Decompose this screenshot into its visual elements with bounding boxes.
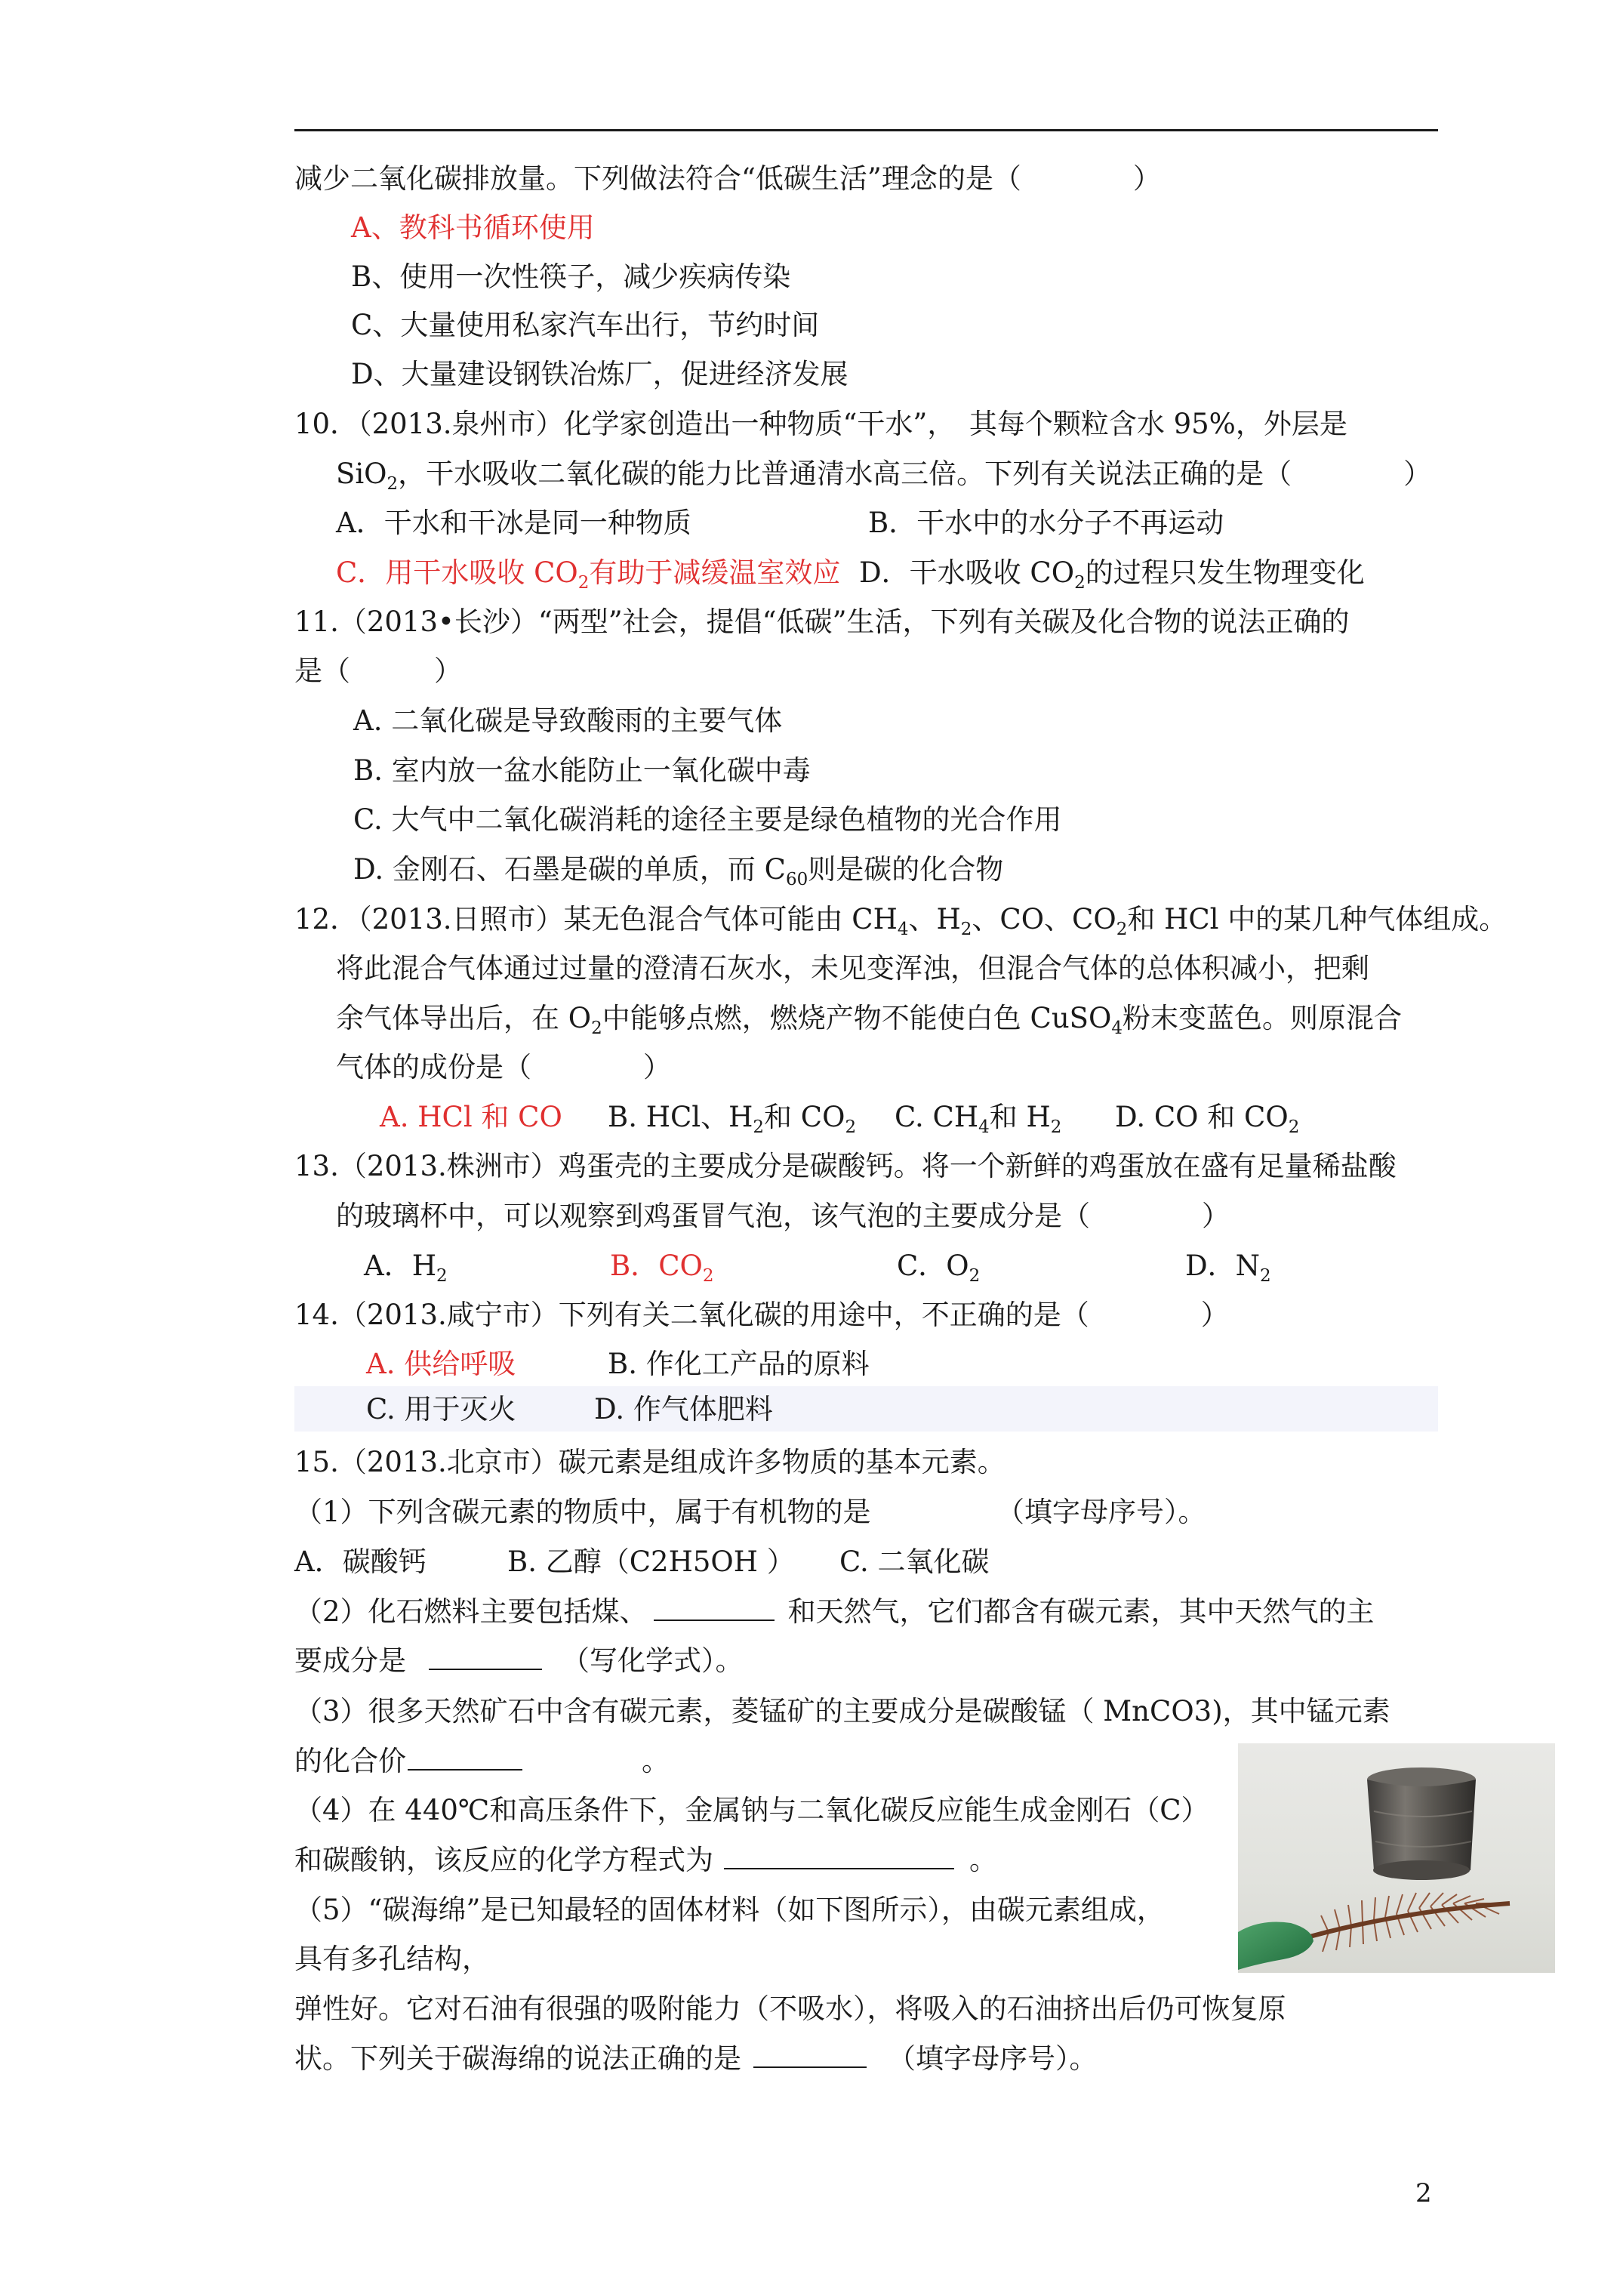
header-rule <box>294 129 1438 131</box>
q15-part2-line2: 要成分是 （写化学式）。 <box>294 1644 744 1677</box>
q9-option-a: A、教科书循环使用 <box>351 211 595 244</box>
q11-option-c: C. 大气中二氧化碳消耗的途径主要是绿色植物的光合作用 <box>353 803 1062 836</box>
q15-part2-blank2[interactable] <box>429 1643 542 1670</box>
q10-option-b: B．干水中的水分子不再运动 <box>868 507 1224 539</box>
q15-part5-line1: （5）“碳海绵”是已知最轻的固体材料（如下图所示），由碳元素组成， <box>294 1894 1165 1926</box>
q15-part5-line3: 弹性好。它对石油有很强的吸附能力（不吸水），将吸入的石油挤出后仍可恢复原 <box>294 1992 1286 2025</box>
q11-option-b: B. 室内放一盆水能防止一氧化碳中毒 <box>353 754 811 787</box>
q13-option-a: A．$H_2$ <box>364 1250 448 1286</box>
q15-part1-option-c: C. 二氧化碳 <box>839 1546 990 1578</box>
q13-option-d: D．$N_2$ <box>1185 1250 1271 1286</box>
q9-option-c: C、大量使用私家汽车出行，节约时间 <box>351 309 820 341</box>
q12-option-c: C. $CH_4$和 $H_2$ <box>895 1101 1062 1137</box>
page-number: 2 <box>1415 2178 1432 2208</box>
q10-option-a: A．干水和干冰是同一种物质 <box>336 507 691 539</box>
q14-option-a: A. 供给呼吸 <box>366 1348 516 1380</box>
q15-part5-line4: 状。下列关于碳海绵的说法正确的是 （填字母序号）。 <box>294 2042 1098 2075</box>
q15-part4-line1: （4）在 440℃和高压条件下，金属钠与二氧化碳反应能生成金刚石（C） <box>294 1794 1209 1826</box>
q15-part3-blank[interactable] <box>408 1743 522 1771</box>
q13-option-c: C．$O_2$ <box>897 1250 981 1286</box>
carbon-sponge-photo <box>1238 1743 1555 1973</box>
q10-stem-line2: SiO$_2$，干水吸收二氧化碳的能力比普通清水高三倍。下列有关说法正确的是（ ） <box>336 458 1432 494</box>
q12-stem-line1: 12．（2013.日照市）某无色混合气体可能由 $CH_4$、$H_2$、CO、$CO_2$和 HCl 中的某几种气体组成。 <box>294 903 1508 939</box>
q15-part2-line1: （2）化石燃料主要包括煤、 和天然气，它们都含有碳元素，其中天然气的主 <box>294 1595 1375 1628</box>
carbon-sponge-illustration <box>1238 1743 1555 1973</box>
q10-option-c: C．用干水吸收 $CO_2$有助于减缓温室效应 <box>336 556 841 593</box>
q14-option-b: B. 作化工产品的原料 <box>608 1348 870 1380</box>
q12-option-a: A. HCl 和 CO <box>380 1101 562 1133</box>
q14-option-c: C. 用于灭火 <box>366 1393 516 1425</box>
q9-option-b: B、使用一次性筷子，减少疾病传染 <box>351 260 791 293</box>
q15-part1: （1）下列含碳元素的物质中，属于有机物的是 （填字母序号）。 <box>294 1496 1206 1528</box>
q15-part5-line2: 具有多孔结构， <box>294 1943 490 1975</box>
q15-part3-line1: （3）很多天然矿石中含有碳元素，菱锰矿的主要成分是碳酸锰（ MnCO3)，其中锰元素 <box>294 1695 1390 1727</box>
q11-stem-line1: 11.（2013•长沙）“两型”社会，提倡“低碳”生活，下列有关碳及化合物的说法正确的 <box>294 606 1350 638</box>
q15-part1-option-b: B. 乙醇（C2H5OH ） <box>507 1546 795 1578</box>
q14-stem: 14.（2013.咸宁市）下列有关二氧化碳的用途中，不正确的是（ ） <box>294 1299 1229 1331</box>
q15-part2-blank1[interactable] <box>654 1594 775 1621</box>
q15-part4-line2: 和碳酸钠，该反应的化学方程式为 。 <box>294 1844 997 1876</box>
q13-option-b: B．$CO_2$ <box>610 1250 714 1286</box>
q9-stem: 减少二氧化碳排放量。下列做法符合“低碳生活”理念的是（ ） <box>294 162 1161 195</box>
q9-option-d: D、大量建设钢铁冶炼厂，促进经济发展 <box>351 358 848 390</box>
q11-stem-line2: 是（ ） <box>294 655 462 687</box>
q15-part3-line2: 的化合价 。 <box>294 1745 670 1777</box>
q11-option-d: D. 金刚石、石墨是碳的单质，而 $C_{60}$则是碳的化合物 <box>353 853 1004 889</box>
q12-option-b: B. HCl、$H_2$和 $CO_2$ <box>608 1101 857 1137</box>
q12-stem-line3: 余气体导出后，在 $O_2$中能够点燃，燃烧产物不能使白色 CuSO$_4$粉末变蓝色。则原混合 <box>336 1002 1402 1038</box>
q15-part5-blank[interactable] <box>753 2041 867 2068</box>
q12-stem-line4: 气体的成份是（ ） <box>336 1051 671 1083</box>
q15-stem: 15.（2013.北京市）碳元素是组成许多物质的基本元素。 <box>294 1446 1006 1478</box>
q15-part4-blank[interactable] <box>724 1842 954 1869</box>
q11-option-a: A. 二氧化碳是导致酸雨的主要气体 <box>353 704 783 737</box>
q12-stem-line2: 将此混合气体通过过量的澄清石灰水，未见变浑浊，但混合气体的总体积减小，把剩 <box>336 952 1369 985</box>
q10-stem-line1: 10．（2013.泉州市）化学家创造出一种物质“干水”， 其每个颗粒含水 95%，外层是 <box>294 408 1347 440</box>
q14-option-d: D. 作气体肥料 <box>594 1393 773 1425</box>
q12-option-d: D. CO 和 $CO_2$ <box>1115 1101 1300 1137</box>
q13-stem-line1: 13.（2013.株洲市）鸡蛋壳的主要成分是碳酸钙。将一个新鲜的鸡蛋放在盛有足量稀盐酸 <box>294 1150 1397 1182</box>
q15-part1-option-a: A．碳酸钙 <box>294 1546 427 1578</box>
q13-stem-line2: 的玻璃杯中，可以观察到鸡蛋冒气泡，该气泡的主要成分是（ ） <box>336 1200 1230 1232</box>
q10-option-d: D．干水吸收 $CO_2$的过程只发生物理变化 <box>859 556 1365 593</box>
